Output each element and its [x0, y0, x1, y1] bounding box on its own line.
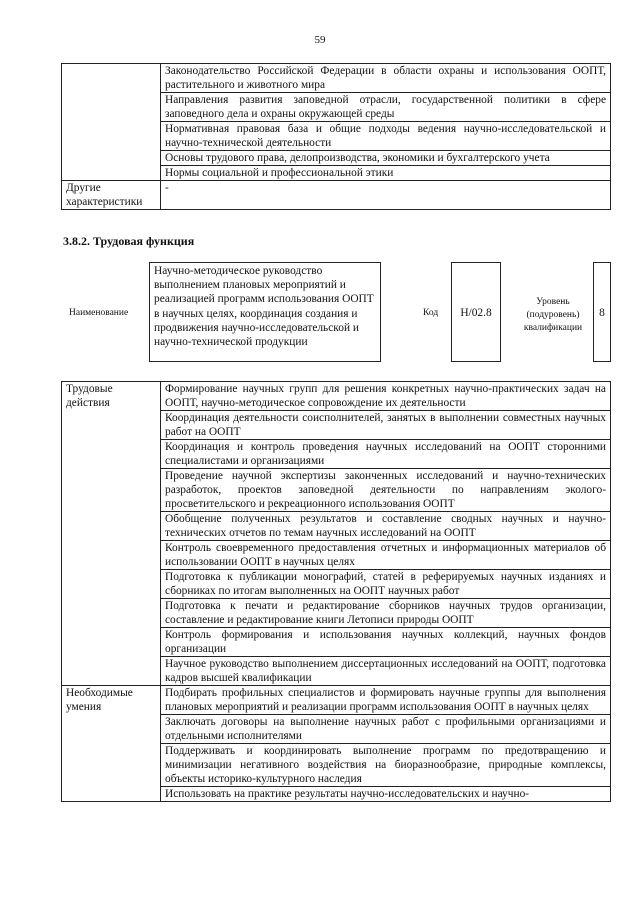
table-row	[62, 686, 611, 715]
table-cell: -	[161, 181, 611, 210]
knowledge-table-continued	[61, 63, 611, 210]
qualification-level-label: Уровень (подуровень) квалификации	[523, 297, 583, 333]
row-label-labor-actions: Трудовые действия	[62, 382, 161, 686]
table-row	[62, 181, 611, 210]
table-cell: Основы трудового права, делопроизводства, экономики и бухгалтерского учета	[161, 151, 611, 166]
code-value-box: H/02.8	[451, 262, 501, 362]
table-cell: Направления развития заповедной отрасли, государственной политики в сфере заповедного дела и охраны окружающей среды	[161, 93, 611, 122]
function-name-box: Научно-методическое руководство выполнением плановых мероприятий и реализацией программ использования ООПТ в научных целях, координация создания и продвижения научно-исследовательской и научно-технической продукции	[149, 262, 381, 362]
row-label-required-skills: Необходимые умения	[62, 686, 161, 802]
table-row	[62, 382, 611, 411]
name-label: Наименование	[69, 308, 129, 318]
table-cell: Подготовка к публикации монографий, статей в реферируемых научных изданиях и сборниках по итогам выполненных на ООПТ научных работ	[161, 570, 611, 599]
table-cell: Контроль формирования и использования научных коллекций, научных фондов организации	[161, 628, 611, 657]
table-cell: Проведение научной экспертизы законченных исследований и научно-технических разработок, проектов заповедной деятельности по направлениям эколого-просветительского и рекреационного использования ООПТ	[161, 469, 611, 512]
table-cell: Использовать на практике результаты научно-исследовательских и научно-	[161, 787, 611, 802]
section-heading: 3.8.2. Трудовая функция	[63, 234, 195, 248]
table-cell: Нормы социальной и профессиональной этики	[161, 166, 611, 181]
qualification-level-box: 8	[593, 262, 611, 362]
table-cell: Обобщение полученных результатов и составление сводных научных и научно-технических отчетов по темам научных исследований на ООПТ	[161, 512, 611, 541]
table-cell: Поддерживать и координировать выполнение программ по предотвращению и минимизации негативного воздействия на биоразнообразие, природные комплексы, объекты историко-культурного наследия	[161, 744, 611, 787]
table-cell: Координация деятельности соисполнителей, занятых в выполнении совместных научных работ на ООПТ	[161, 411, 611, 440]
table-cell: Заключать договоры на выполнение научных работ с профильными организациями и отдельными исполнителями	[161, 715, 611, 744]
labor-actions-table	[61, 381, 611, 802]
table-cell: Контроль своевременного предоставления отчетных и информационных материалов об использовании ООПТ в научных целях	[161, 541, 611, 570]
function-header	[61, 262, 611, 366]
table-row	[62, 64, 611, 93]
row-label-empty	[62, 64, 161, 181]
row-label-other-characteristics: Другие характеристики	[62, 181, 161, 210]
table-cell: Научное руководство выполнением диссертационных исследований на ООПТ, подготовка кадров высшей квалификации	[161, 657, 611, 686]
code-label: Код	[423, 308, 439, 318]
table-cell: Подбирать профильных специалистов и формировать научные группы для выполнения плановых мероприятий и реализации программ использования ООПТ в научных целях	[161, 686, 611, 715]
table-cell: Подготовка к печати и редактирование сборников научных трудов организации, составление и редактирование книги Летописи природы ООПТ	[161, 599, 611, 628]
table-cell: Формирование научных групп для решения конкретных научно-практических задач на ООПТ, научно-методическое сопровождение их деятельности	[161, 382, 611, 411]
page-number: 59	[314, 34, 326, 46]
table-cell: Законодательство Российской Федерации в области охраны и использования ООПТ, растительного и животного мира	[161, 64, 611, 93]
table-cell: Нормативная правовая база и общие подходы ведения научно-исследовательской и научно-технической деятельности	[161, 122, 611, 151]
table-cell: Координация и контроль проведения научных исследований на ООПТ сторонними специалистами и организациями	[161, 440, 611, 469]
